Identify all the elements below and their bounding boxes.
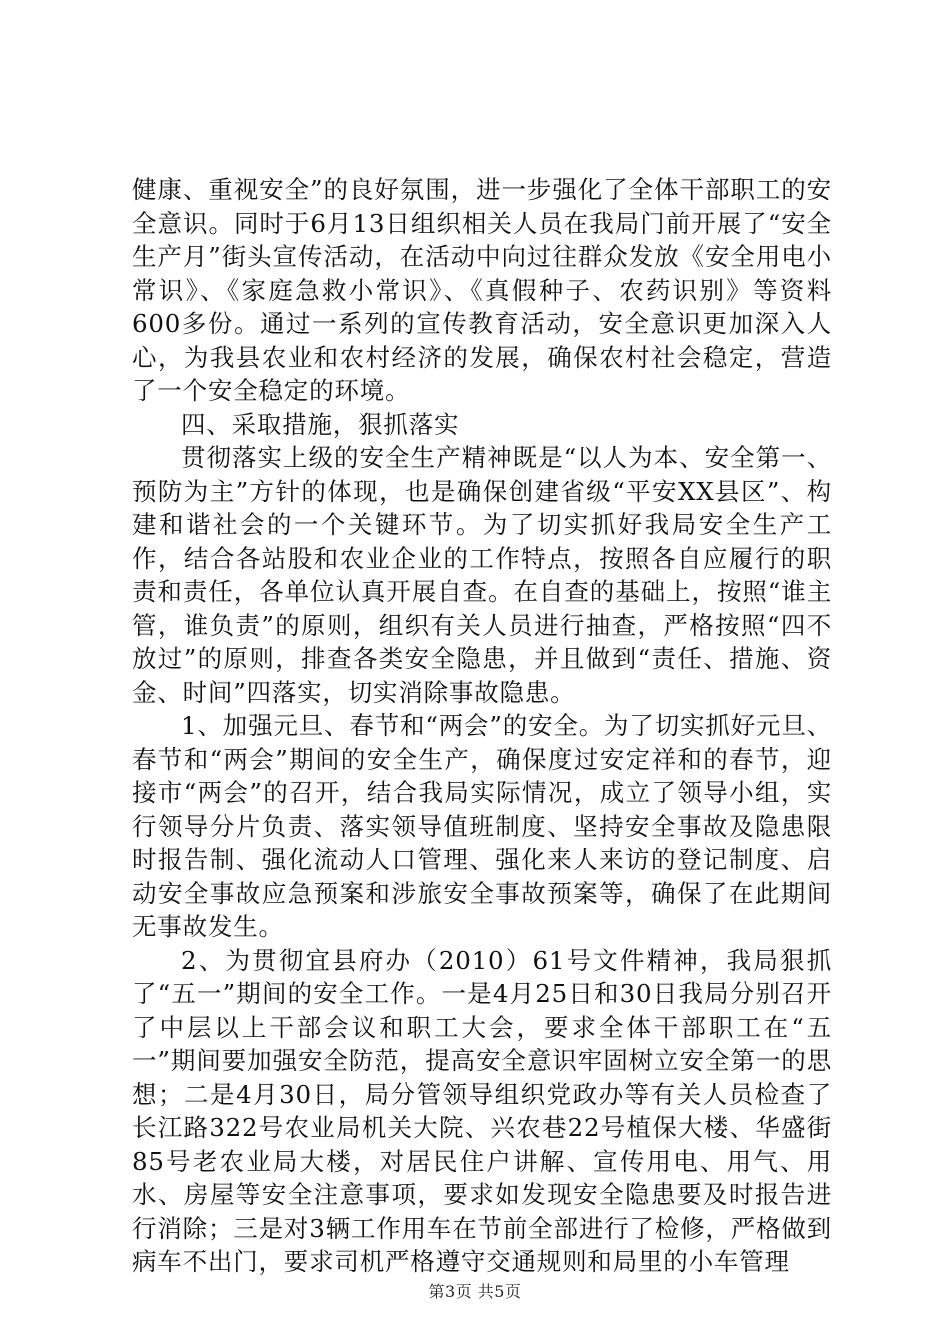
paragraph-item-2: 2、为贯彻宜县府办（2010）61号文件精神，我局狠抓了“五一”期间的安全工作。一是4月25日和30日我局分别召开了中层以上干部会议和职工大会，要求全体干部职工在“五一”期间要加强安全防范，提高安全意识牢固树立安全第一的思想；二是4月30日，局分管领导组织党政办等有关人员检查了长江路322号农业局机关大院、兴农巷22号植保大楼、华盛街85号老农业局大楼，对居民住户讲解、宣传用电、用气、用水、房屋等安全注意事项，要求如发现安全隐患要及时报告进行消除；三是对3辆工作用车在节前全部进行了检修，严格做到病车不出门，要求司机严格遵守交通规则和局里的小车管理 <box>132 945 832 1276</box>
page-footer: 第3页 共5页 <box>428 1282 522 1301</box>
paragraph-measures: 贯彻落实上级的安全生产精神既是“以人为本、安全第一、预防为主”方针的体现，也是确保创建省级“平安XX县区”、构建和谐社会的一个关键环节。为了切实抓好我局安全生产工作，结合各站股和农业企业的工作特点，按照各自应履行的职责和责任，各单位认真开展自查。在自查的基础上，按照“谁主管，谁负责”的原则，组织有关人员进行抽查，严格按照“四不放过”的原则，排查各类安全隐患，并且做到“责任、措施、资金、时间”四落实，切实消除事故隐患。 <box>132 443 832 707</box>
section-heading: 四、采取措施，狠抓落实 <box>181 409 460 439</box>
document-body <box>132 173 832 1279</box>
paragraph-item-1: 1、加强元旦、春节和“两会”的安全。为了切实抓好元旦、春节和“两会”期间的安全生产，确保度过安定祥和的春节，迎接市“两会”的召开，结合我局实际情况，成立了领导小组，实行领导分片负责、落实领导值班制度、坚持安全事故及隐患限时报告制、强化流动人口管理、强化来人来访的登记制度、启动安全事故应急预案和涉旅安全事故预案等，确保了在此期间无事故发生。 <box>132 711 832 941</box>
paragraph-continuation: 健康、重视安全”的良好氛围，进一步强化了全体干部职工的安全意识。同时于6月13日组织相关人员在我局门前开展了“安全生产月”街头宣传活动，在活动中向过往群众发放《安全用电小常识》、《家庭急救小常识》、《真假种子、农药识别》等资料600多份。通过一系列的宣传教育活动，安全意识更加深入人心，为我县农业和农村经济的发展，确保农村社会稳定，营造了一个安全稳定的环境。 <box>132 175 832 405</box>
